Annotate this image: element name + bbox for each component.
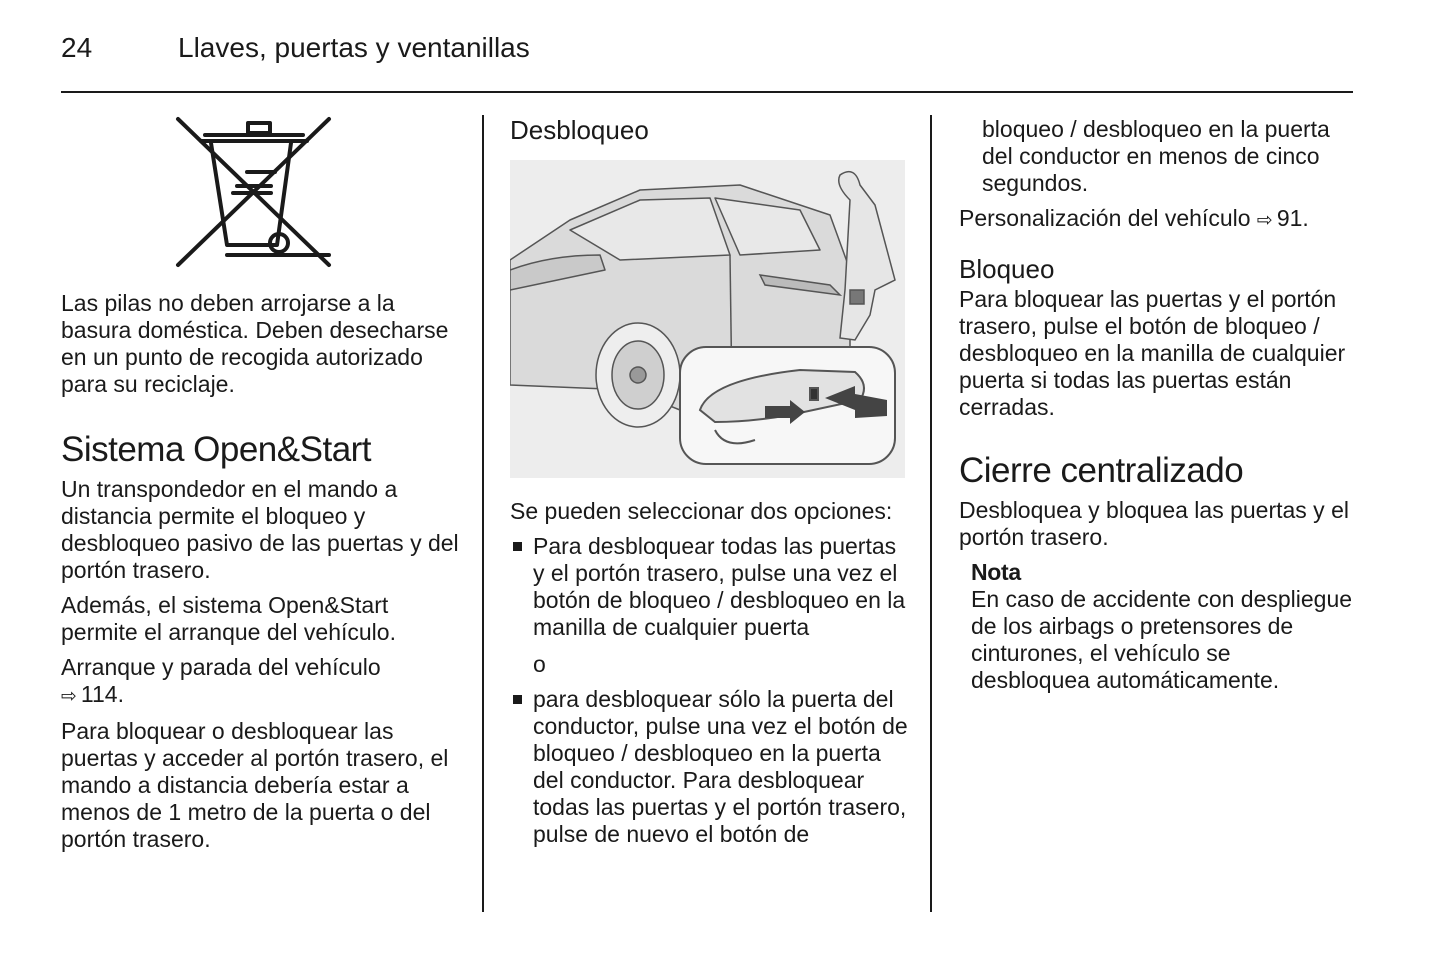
note-heading: Nota	[971, 559, 1021, 585]
column-divider-1	[482, 115, 484, 912]
unlock-heading: Desbloqueo	[510, 115, 649, 145]
unlock-options-list-2	[510, 686, 910, 848]
column-3	[959, 115, 1355, 694]
page-number: 24	[61, 32, 93, 63]
note-box	[959, 559, 1355, 694]
header-rule	[61, 91, 1353, 93]
battery-disposal-text: Las pilas no deben arrojarse a la basura doméstica. Deben desecharse en un punto de recogida autorizado para su reciclaje.	[61, 290, 449, 397]
open-start-paragraph-4: Para bloquear o desbloquear las puertas y acceder al portón trasero, el mando a distancia debería estar a menos de 1 metro de la puerta o del portón trasero.	[61, 718, 449, 852]
column-1	[61, 115, 461, 861]
start-stop-reference-text: Arranque y parada del vehículo	[61, 654, 381, 680]
open-start-paragraph-2: Además, el sistema Open&Start permite el arranque del vehículo.	[61, 592, 396, 645]
page-header	[61, 30, 1353, 92]
options-intro: Se pueden seleccionar dos opciones:	[510, 498, 893, 524]
car-door-illustration	[510, 160, 905, 478]
central-locking-heading: Cierre centralizado	[959, 451, 1244, 490]
lock-heading: Bloqueo	[959, 254, 1055, 284]
column-2	[510, 115, 910, 856]
column-divider-2	[930, 115, 932, 912]
personalization-text: Personalización del vehículo	[959, 205, 1251, 231]
note-text: En caso de accidente con despliegue de los airbags o pretensores de cinturones, el vehículo se desbloquea automáticamente.	[971, 586, 1353, 693]
or-separator: o	[533, 651, 546, 677]
car-door-unlock-figure	[510, 160, 905, 478]
list-item: Para desbloquear todas las puertas y el portón trasero, pulse una vez el botón de bloqueo / desbloqueo en la manilla de cualquier puerta	[510, 533, 910, 641]
continued-bullet-text: bloqueo / desbloqueo en la puerta del conductor en menos de cinco segundos.	[982, 116, 1330, 196]
page-reference-link[interactable]: ⇨ 114.	[61, 681, 124, 707]
unlock-options-list	[510, 533, 910, 641]
crossed-out-bin-icon	[173, 115, 343, 275]
personalization-reference	[959, 205, 1355, 234]
page-reference-link[interactable]: ⇨ 91.	[1257, 205, 1309, 231]
chapter-title: Llaves, puertas y ventanillas	[178, 32, 530, 63]
recycling-bin-figure	[61, 115, 461, 285]
open-start-paragraph-3	[61, 654, 461, 710]
open-start-heading: Sistema Open&Start	[61, 430, 372, 469]
open-start-paragraph-1: Un transpondedor en el mando a distancia permite el bloqueo y desbloqueo pasivo de las puertas y del portón trasero.	[61, 476, 459, 583]
central-locking-paragraph: Desbloquea y bloquea las puertas y el portón trasero.	[959, 497, 1349, 550]
lock-paragraph: Para bloquear las puertas y el portón trasero, pulse el botón de bloqueo / desbloqueo en la manilla de cualquier puerta si todas las puertas están cerradas.	[959, 286, 1346, 420]
list-item: para desbloquear sólo la puerta del conductor, pulse una vez el botón de bloqueo / desbloqueo en la puerta del conductor. Para desbloquear todas las puertas y el portón trasero, pulse de nuevo el botón de	[510, 686, 910, 848]
